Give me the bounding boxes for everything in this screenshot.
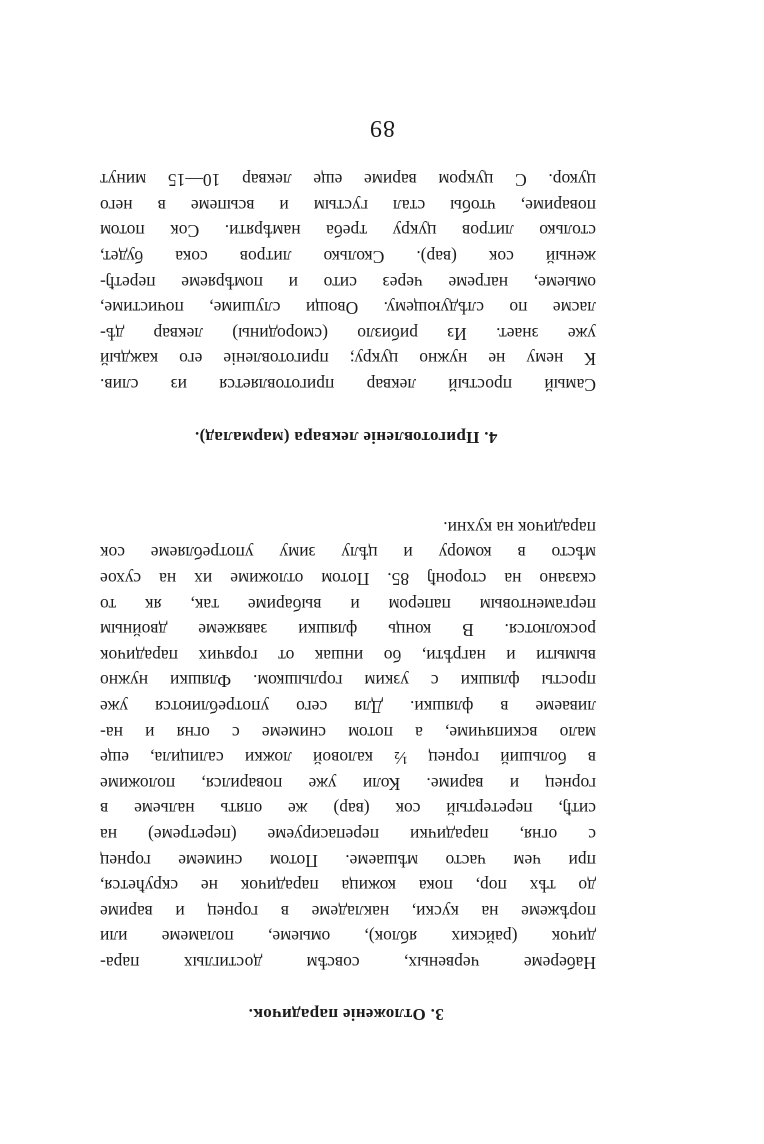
text-line: повариме, чтобы стал густым и всыпеме в него	[100, 195, 596, 216]
text-line: К нему не нужно цукру; приготовленіе его каждый	[100, 349, 596, 370]
text-line: дичок (райских яблок), омыеме, поламеме или	[100, 927, 596, 948]
text-line: женый сок (вар). Сколько литров сока будет,	[100, 247, 596, 268]
text-line: ласме по слѣдующему. Овощи слушиме, почистиме,	[100, 298, 596, 319]
section-4-heading: 4. Приготовленіе леквара (мармалад).	[194, 428, 498, 447]
text-line: уже знает. Из рибизло (смородины) леквар дѣ-	[100, 323, 596, 344]
text-line: ситђ, перетертый сок (вар) же опять нальеме в	[100, 799, 596, 820]
text-line: росколются. В конць фляшки завяжеме двойным	[100, 620, 596, 641]
section-3-paragraph	[100, 514, 596, 975]
text-line: ливаеме в фляшки. Для сего употреблиются уже	[100, 697, 596, 718]
text-line: Самый простый леквар приготовляется из слив.	[100, 375, 596, 395]
text-line: столько литров цукру треба намѣряти. Сок потом	[100, 221, 596, 242]
text-line: просты фляшки с узким горлышком. Фляшки нужно	[100, 671, 596, 692]
text-line: сказано на сторонђ 85. Потом отложиме их на сухое	[100, 569, 596, 590]
text-line: горнец и вариме. Коли уже поварился, положиме	[100, 773, 596, 794]
text-line: цукор. С цукром вариме еще леквар 10—15 минут	[100, 170, 596, 191]
text-line: при чем часто мѣшаеме. Потом снимеме горнец	[100, 850, 596, 871]
text-line: мѣсто в комору и цѣлу зиму употребляеме сок	[100, 543, 596, 564]
text-line: пергаментовым папером и выбариме так, як то	[100, 594, 596, 615]
text-line: до тѣх пор, пока кожица парадичок не скрућется,	[100, 876, 596, 897]
section-3-heading: 3. Отложеніе парадичок.	[248, 1005, 444, 1024]
page-number: 89	[369, 115, 395, 141]
text-line: омыеме, нагреме через сито и помѣряеме перетђ-	[100, 272, 596, 293]
text-line: вымыти и нагрѣти, бо иншак от горячих парадичок	[100, 645, 596, 666]
section-4-paragraph	[100, 167, 596, 397]
text-line: с огня, парадички перепасируеме (перетреме) на	[100, 825, 596, 846]
text-line: Наберeме червеных, совсѣм достиглых пара-	[100, 953, 596, 973]
text-line: порѣжеме на куски, накладеме в горнец и вариме	[100, 901, 596, 922]
text-line: парадичок на кухни.	[443, 517, 596, 538]
text-line: в больший горнец ½ каловой ложки салицила, еще	[100, 748, 596, 769]
text-line: мало вскипячиме, а потом снимеме с огня и на-	[100, 722, 596, 743]
